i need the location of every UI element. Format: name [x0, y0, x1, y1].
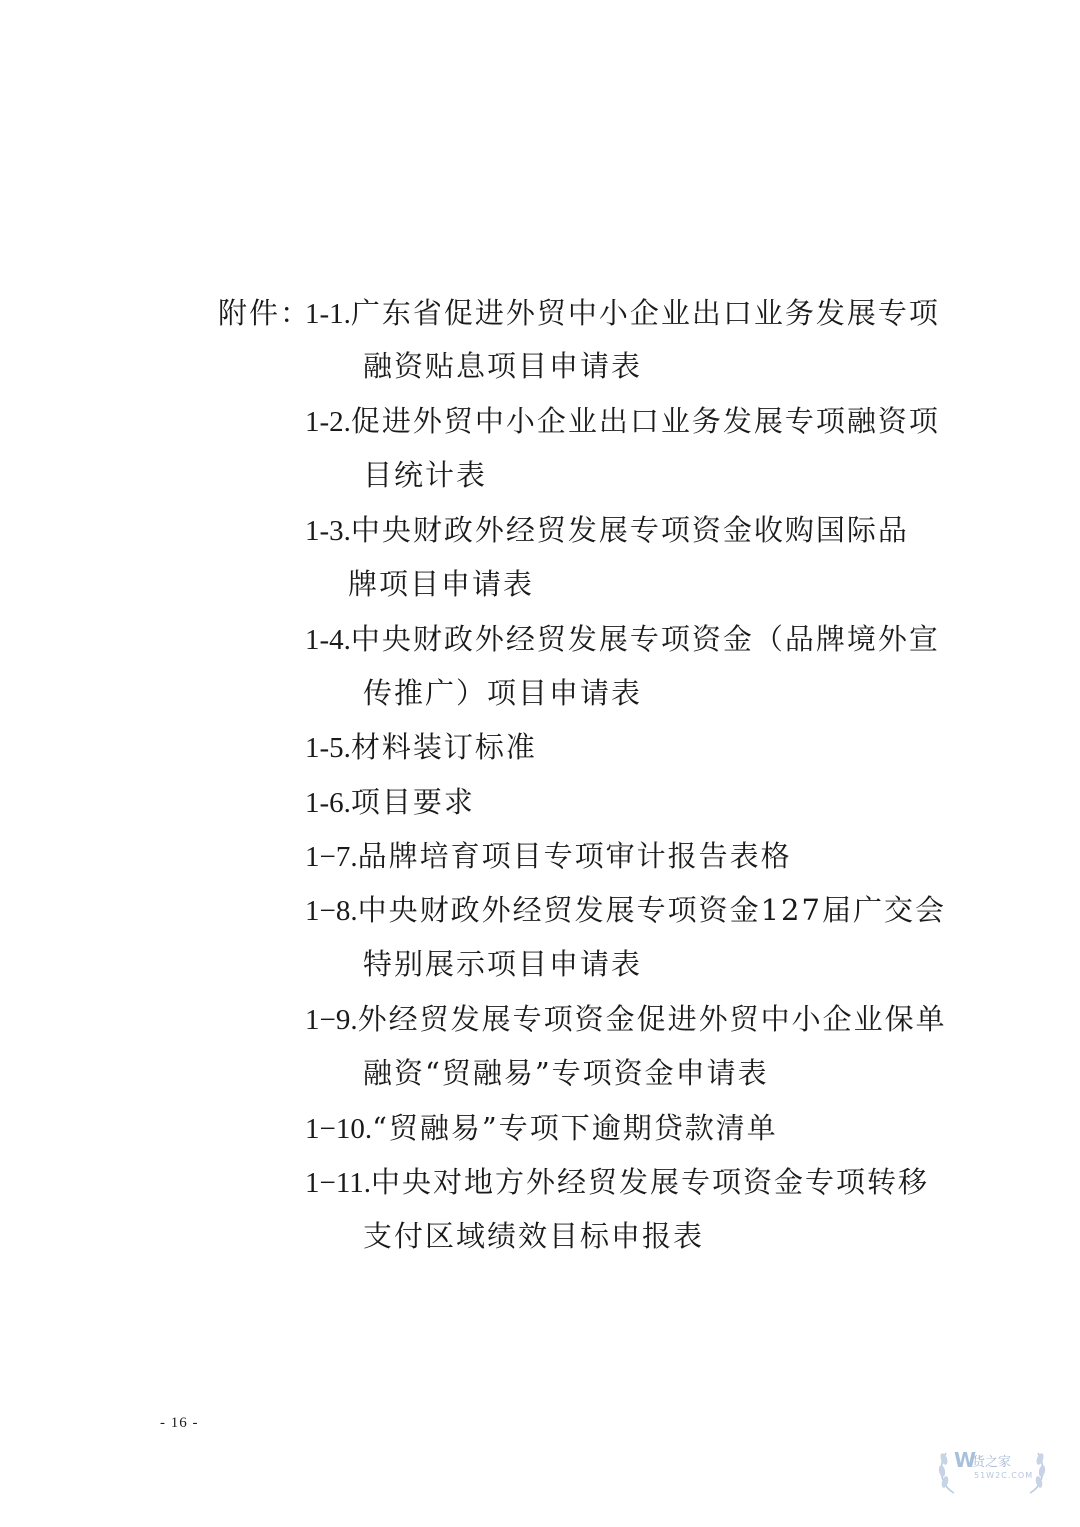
attachment-item-1-9-cont [363, 1053, 769, 1093]
attachment-item-1-1 [305, 293, 940, 334]
attachment-title-line: 融资“贸融易”专项资金申请表 [363, 1056, 769, 1090]
svg-text:W: W [954, 1448, 977, 1472]
attachment-item-1-9 [305, 999, 947, 1040]
attachment-item-1-3 [305, 510, 909, 551]
laurel-icon [932, 1435, 1052, 1505]
attachment-number: 1-1. [305, 298, 351, 330]
attachment-item-1-4 [305, 619, 940, 660]
attachment-title-line: 中央财政外经贸发展专项资金127届广交会 [357, 893, 946, 927]
attachment-number: 1−9. [305, 1004, 358, 1036]
watermark-site: 51W2C.COM [974, 1471, 1034, 1480]
attachment-item-1-11-cont [363, 1216, 704, 1256]
attachments-label: 附件： [218, 296, 312, 330]
attachment-number: 1-6. [305, 787, 351, 819]
attachment-number: 1-4. [305, 624, 351, 656]
attachment-title-line: 广东省促进外贸中小企业出口业务发展专项 [350, 296, 940, 330]
attachment-item-1-2-cont [363, 455, 487, 495]
attachment-number: 1-3. [305, 515, 351, 547]
attachment-item-1-8 [305, 890, 946, 931]
attachment-number: 1−11. [305, 1167, 372, 1199]
attachment-number: 1−8. [305, 895, 358, 927]
attachment-title-line: 牌项目申请表 [348, 567, 535, 601]
attachment-title-line: 传推广）项目申请表 [363, 676, 643, 710]
attachment-title-line: 支付区域绩效目标申报表 [363, 1219, 705, 1253]
attachment-number: 1−10. [305, 1113, 373, 1145]
attachment-item-1-6 [305, 782, 475, 823]
attachment-title-line: “贸融易”专项下逾期贷款清单 [372, 1111, 778, 1145]
page-number: - 16 - [160, 1415, 199, 1431]
attachment-item-1-10 [305, 1108, 778, 1149]
attachment-title-line: 项目要求 [350, 785, 475, 819]
attachment-title-line: 促进外贸中小企业出口业务发展专项融资项 [350, 404, 940, 438]
attachment-number: 1-2. [305, 406, 351, 438]
attachment-title-line: 目统计表 [363, 458, 488, 492]
attachment-title-line: 特别展示项目申请表 [363, 947, 643, 981]
attachment-item-1-8-cont [363, 944, 642, 984]
attachment-title-line: 材料装订标准 [350, 730, 537, 764]
attachment-item-1-3-cont [348, 564, 534, 604]
attachment-title-line: 融资贴息项目申请表 [363, 349, 643, 383]
attachment-item-1-5 [305, 727, 537, 768]
attachment-item-1-7 [305, 836, 792, 877]
attachment-number: 1-5. [305, 732, 351, 764]
attachment-title-line: 中央对地方外经贸发展专项资金专项转移 [371, 1165, 930, 1199]
attachment-title-line: 品牌培育项目专项审计报告表格 [357, 839, 792, 873]
watermark-logo [932, 1435, 1052, 1505]
attachment-item-1-1-cont [363, 346, 642, 386]
attachment-item-1-2 [305, 401, 940, 442]
watermark-brand: 货之家 [972, 1455, 1012, 1470]
attachment-item-1-4-cont [363, 673, 642, 713]
attachment-item-1-11 [305, 1162, 929, 1203]
attachment-title-line: 中央财政外经贸发展专项资金收购国际品 [350, 513, 909, 547]
attachment-title-line: 中央财政外经贸发展专项资金（品牌境外宣 [350, 622, 940, 656]
attachment-number: 1−7. [305, 841, 358, 873]
attachment-title-line: 外经贸发展专项资金促进外贸中小企业保单 [357, 1002, 947, 1036]
